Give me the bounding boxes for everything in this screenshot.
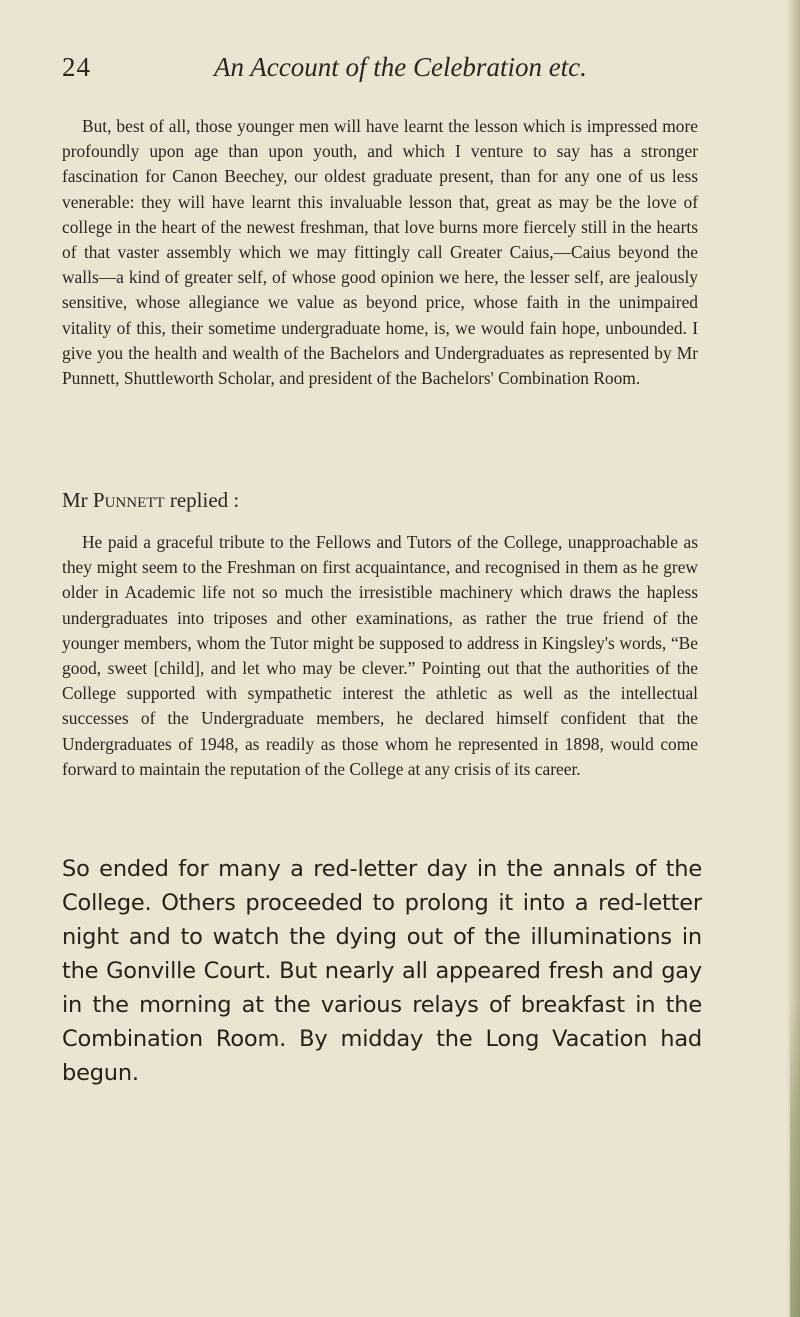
speaker-suffix: replied :	[169, 488, 240, 512]
paragraph-toast: But, best of all, those younger men will have learnt the lesson which is impressed more profoundly upon age than upon youth, and which I venture to say has a stronger fascination for Canon Beechey, our oldest graduate present, than for any one of us less venerable: they will have learnt this invaluable lesson that, great as may be the love of college in the heart of the newest freshman, that love burns more fiercely still in the hearts of that vaster assembly which we may fittingly call Greater Caius,—Caius beyond the walls—a kind of greater self, of whose good opinion we here, the lesser self, are jealously sensitive, whose allegiance we value as beyond price, whose faith in the unimpaired vitality of this, their sometime undergraduate home, is, we would fain hope, unbounded. I give you the health and wealth of the Bachelors and Undergraduates as represented by Mr Punnett, Shuttleworth Scholar, and president of the Bachelors' Combination Room.	[62, 116, 698, 389]
running-title: An Account of the Celebration etc.	[214, 52, 587, 82]
speaker-name: Punnett	[92, 488, 165, 512]
page-number: 24	[62, 52, 91, 82]
paragraph-closing: So ended for many a red-letter day in the annals of the College. Others proceeded to prolong it into a red-letter night and to watch the dying out of the illuminations in the Gonville Court. But nearly all appeared fresh and gay in the morning at the various relays of breakfast in the Combination Room. By midday the Long Vacation had begun.	[62, 856, 702, 1086]
running-header	[62, 52, 702, 92]
speaker-line	[62, 488, 239, 513]
speaker-prefix: Mr	[62, 488, 88, 512]
paragraph-reply: He paid a graceful tribute to the Fellows and Tutors of the College, unapproachable as they might seem to the Freshman on first acquaintance, and recognised in them as he grew older in Academic life not so much the irresistible machinery which draws the hapless undergraduates into triposes and other examinations, as rather the true friend of the younger members, whom the Tutor might be supposed to address in Kingsley's words, “Be good, sweet [child], and let who may be clever.” Pointing out that the authorities of the College supported with sympathetic interest the athletic as well as the intellectual successes of the Undergraduate members, he declared himself confident that the Undergraduates of 1948, as readily as those whom he represented in 1898, would come forward to maintain the reputation of the College at any crisis of its career.	[62, 532, 698, 779]
page-edge-stain	[790, 1000, 800, 1317]
